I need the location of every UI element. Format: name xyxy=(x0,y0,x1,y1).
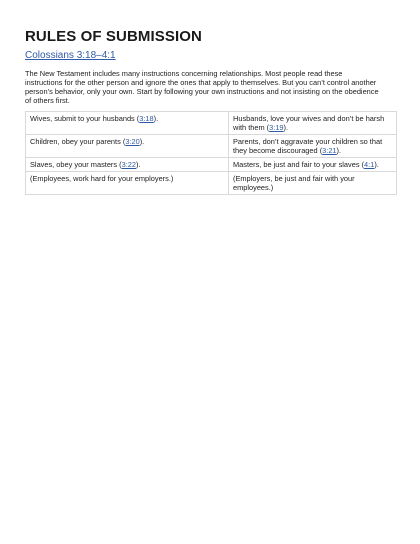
verse-link[interactable]: 4:1 xyxy=(364,160,375,169)
page-title: RULES OF SUBMISSION xyxy=(25,28,202,45)
scripture-reference-link[interactable]: Colossians 3:18–4:1 xyxy=(25,50,116,61)
intro-paragraph: The New Testament includes many instructions concerning relationships. Most people read these instructions for the other person and ignore the ones that apply to themselves. But you can’t control another person’s behavior, only your own. Start by following your own instructions and not insisting on the obedience of others first. xyxy=(25,69,379,105)
verse-link[interactable]: 3:22 xyxy=(121,160,136,169)
instruction-cell: Parents, don’t aggravate your children so that they become discouraged (3:21). xyxy=(229,135,397,158)
instruction-cell: Slaves, obey your masters (3:22). xyxy=(26,158,229,172)
instruction-cell: Husbands, love your wives and don’t be harsh with them (3:19). xyxy=(229,112,397,135)
table-row xyxy=(26,112,397,135)
table-row xyxy=(26,172,397,195)
instruction-cell: (Employees, work hard for your employers.) xyxy=(26,172,229,195)
document-page xyxy=(25,28,397,195)
table-row xyxy=(26,135,397,158)
instruction-cell: (Employers, be just and fair with your employees.) xyxy=(229,172,397,195)
verse-link[interactable]: 3:20 xyxy=(125,137,140,146)
verse-link[interactable]: 3:19 xyxy=(269,123,284,132)
submission-rules-table xyxy=(25,111,397,195)
instruction-cell: Children, obey your parents (3:20). xyxy=(26,135,229,158)
verse-link[interactable]: 3:18 xyxy=(139,114,154,123)
instruction-cell: Wives, submit to your husbands (3:18). xyxy=(26,112,229,135)
instruction-cell: Masters, be just and fair to your slaves (4:1). xyxy=(229,158,397,172)
table-row xyxy=(26,158,397,172)
verse-link[interactable]: 3:21 xyxy=(322,146,337,155)
